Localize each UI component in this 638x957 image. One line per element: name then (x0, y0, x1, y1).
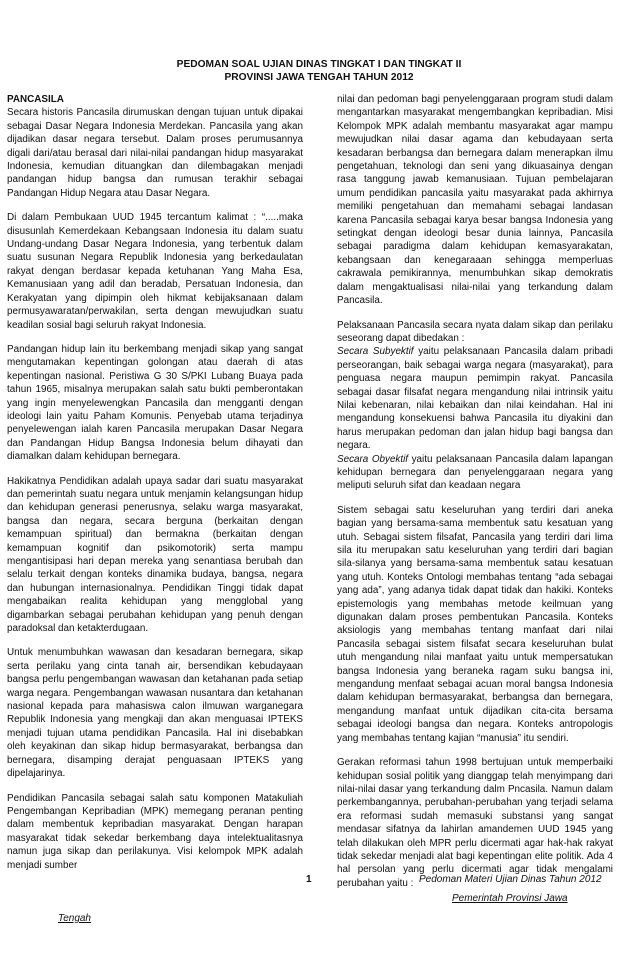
title-line-2: PROVINSI JAWA TENGAH TAHUN 2012 (224, 72, 414, 83)
footer-line-1: Pedoman Materi Ujian Dinas Tahun 2012 (419, 874, 602, 885)
document-title (0, 58, 638, 84)
implementation-intro: Pelaksanaan Pancasila secara nyata dalam sikap dan perilaku seseorang dapat dibedakan : (337, 319, 613, 344)
paragraph: Pandangan hidup lain itu berkembang menjadi sikap yang sangat mengutamakan kepentingan golongan atau daerah di atas kepentingan nasional. Peristiwa G 30 S/PKI Lubang Buaya pada tahun 1965, misalnya merupakan salah satu bukti pemberontakan yang ingin menyelewengkan Pancasila dan mengganti dengan ideologi lain yaitu Paham Komunis. Penyebab utama terjadinya penyelewengan ialah karen Pancasila merupakan Dasar Negara dan Pandangan Hidup Bangsa Indonesia belum dihayati dan diamalkan dalam kehidupan bernegara. (7, 343, 303, 463)
objective-text: yaitu pelaksanaan Pancasila dalam lapangan kehidupan bernegara dan penyelenggaraan negara yang meliputi seluruh sifat dan keadaan negara (337, 453, 613, 492)
paragraph: Pendidikan Pancasila sebagai salah satu komponen Matakuliah Pengembangan Kepribadian (MPK) memegang peranan penting dalam membentuk kepribadian masyarakat. Dengan harapan masyarakat tidak sekedar berkembang daya intelektualitasnya namun juga sikap dan perilakunya. Visi kelompok MPK adalah menjadi sumber (7, 792, 303, 871)
paragraph: Secara historis Pancasila dirumuskan dengan tujuan untuk dipakai sebagai Dasar Negara Indonesia Merdekan. Pancasila yang akan dijadikan dasar negara tersebut. Dalam proses perumusannya digali dari/atau berasal dari nilai-nilai pandangan hidup masyarakat Indonesia, kemudian dituangkan dan dilembagakan menjadi pandangan hidup bangsa dan rumusan terakhir sebagai Pandangan Hidup Negara atau Dasar Negara. (7, 107, 303, 199)
right-column (337, 93, 613, 901)
title-line-1: PEDOMAN SOAL UJIAN DINAS TINGKAT I DAN TINGKAT II (176, 59, 462, 70)
paragraph: Gerakan reformasi tahun 1998 bertujuan untuk memperbaiki kehidupan sosial politik yang dianggap telah menyimpang dari nilai-nilai dasar yang terkandung dalm Pncasila. Namun dalam perkembangannya, perubahan-perubahan yang terjadi selama era reformasi sudah memasuki substansi yang sangat mendasar sifatnya da lahirlan amandemen UUD 1945 yang telah dilakukan oleh MPR perlu dicermati agar hak-hak rakyat tidak sekedar menjadi alat bagi kepentingan elite politik. Ada 4 hal persolan yang perlu dicermati agar tidak mengalami perubahan yaitu : (337, 757, 613, 889)
section-heading: PANCASILA (7, 94, 64, 105)
paragraph: Sistem sebagai satu keseluruhan yang terdiri dari aneka bagian yang bersama-sama membentuk satu kesatuan yang utuh. Sebagai sistem filsafat, Pancasila yang terdiri dari lima sila itu merupakan satu keseluruhan yang terdiri dari bagian sila-silanya yang bersama-sama membentuk satau kesatuan yang utuh. Konteks Ontologi membahas tentang “ada sebagai yang ada”, yang adanya tidak dapat tidak dan hakiki. Konteks epistemologis yang membahas metode keilmuan yang digunakan dalam proses pembentukan Pancasila. Konteks aksiologis yang membahas tentang manfaat dari nilai Pancasila sebagai sistem filsafat secara keseluruhan bulat utuh mengandung nilai manfaat yaitu untuk mempersatukan bangsa Indonesia yang beraneka ragam suku bangsa ini, mengandung menfaat sebagai acuan moral bangsa Indonesia dalam kehidupan bermasyarakat, berbangsa dan bernegara, mengandung manfaat untuk dijadikan cita-cita bersama sebagai ideologi bangsa dan negara. Konteks antropologis yang membahas tentang kajian “manusia” itu sendiri. (337, 504, 613, 744)
page-number: 1 (306, 874, 312, 885)
paragraph: nilai dan pedoman bagi penyelenggaraan program studi dalam mengantarkan masyarakat mengembangkan kepribadian. Misi Kelompok MPK adalah membantu masyarakat agar mampu mewujudkan nilai dasar agama dan kebudayaan serta kesadaran berbangsa dan bernegara dalam menerapkan ilmu pengetahuan, teknologi dan seni yang dikuasainya dengan rasa tanggung jawab kemanusiaan. Tujuan pembelajaran umum pendidikan pancasila yaitu masyarakat pada akhirnya memiliki pengetahuan dan memahami sebagai landasan karena Pancasila sebagai karya besar bangsa Indonesia yang setingkat dengan ideologi besar dunia lainnya, Pancasila sebagai paradigma dalam kehidupan kemasyarakatan, kebangsaan dan kenegaraaan sehingga memperluas cakrawala pemikirannya, menumbuhkan sikap demokratis dalam mengaktualisasi nilai-nilai yang terkandung dalam Pancasila. (337, 94, 613, 307)
paragraph-implementation (337, 319, 613, 493)
paragraph: Hakikatnya Pendidikan adalah upaya sadar dari suatu masyarakat dan pemerintah suatu negara untuk menjamin kelangsungan hidup dan kehidupan generasi penerusnya, selaku warga masyarakat, bangsa dan negara, secara berguna (berkaitan dengan kemampuan spiritual) dan bermakna (berkaitan dengan kemampuan kognitif dan psikomotorik) serta mampu mengantisipasi hari depan mereka yang senantiasa berubah dan selalu terkait dengan konteks dinamika budaya, bangsa, negara dan hubungan internasionalnya. Pendidikan Tinggi tidak dapat mengabaikan realita kehidupan yang mengglobal yang digambarkan sebagai perubahan kehidupan yang penuh dengan paradoksal dan ketakterdugaan. (7, 475, 303, 635)
paragraph: Untuk menumbuhkan wawasan dan kesadaran bernegara, sikap serta perilaku yang cinta tanah air, bersendikan kebudayaan bangsa perlu pengembangan wawasan dan ketahanan pada setiap warga negara. Pengembangan wawasan nusantara dan ketahanan nasional kepada para mahasiswa calon ilmuwan warganegara Republik Indonesia yang mengkaji dan akan menguasai IPTEKS menjadi tujuan utama pendidikan Pancasila. Hal ini disebabkan oleh keyakinan dan sikap hidup bermasyarakat, berbangsa dan bernegara, disamping derajat penguasaan IPTEKS yang dipelajarinya. (7, 647, 303, 780)
left-column (7, 93, 303, 883)
subjective-label: Secara Subyektif (337, 346, 414, 358)
footer-line-2: Pemerintah Provinsi Jawa (452, 893, 568, 904)
objective-label: Secara Obyektif (337, 453, 409, 465)
footer-line-3: Tengah (58, 913, 91, 924)
paragraph: Di dalam Pembukaan UUD 1945 tercantum kalimat : “.....maka disusunlah Kemerdekaan Kebangsaan Indonesia itu dalam suatu Undang-undang Dasar Negara Indonesia, yang terbentuk dalam suatu susunan Negara Republik Indonesia yang berkedaulatan rakyat dengan berdasar kepada ketuhanan Yang Maha Esa, Kemanusiaan yang adil dan beradab, Persatuan Indonesia, dan Kerakyatan yang dipimpin oleh hikmat kebijaksanaan dalam permusyawaratan/perwakilan, serta dengan mewujudkan suatu keadilan sosial bagi seluruh rakyat Indonesia. (7, 212, 303, 331)
subjective-text: yaitu pelaksanaan Pancasila dalam pribadi perseorangan, baik sebagai warga negara (masyarakat), para penguasa negara maupun pemimpin rakyat. Pancasila sebagai dasar filsafat negara mengandung nilai intrinsik yaitu Nilai kebenaran, nilai kebaikan dan nilai keindahan. Hal ini mengandung konsekuensi bahwa Pancasila itu diyakini dan harus merupakan pedoman dan jalan hidup bagi bangsa dan negara. (337, 346, 613, 452)
